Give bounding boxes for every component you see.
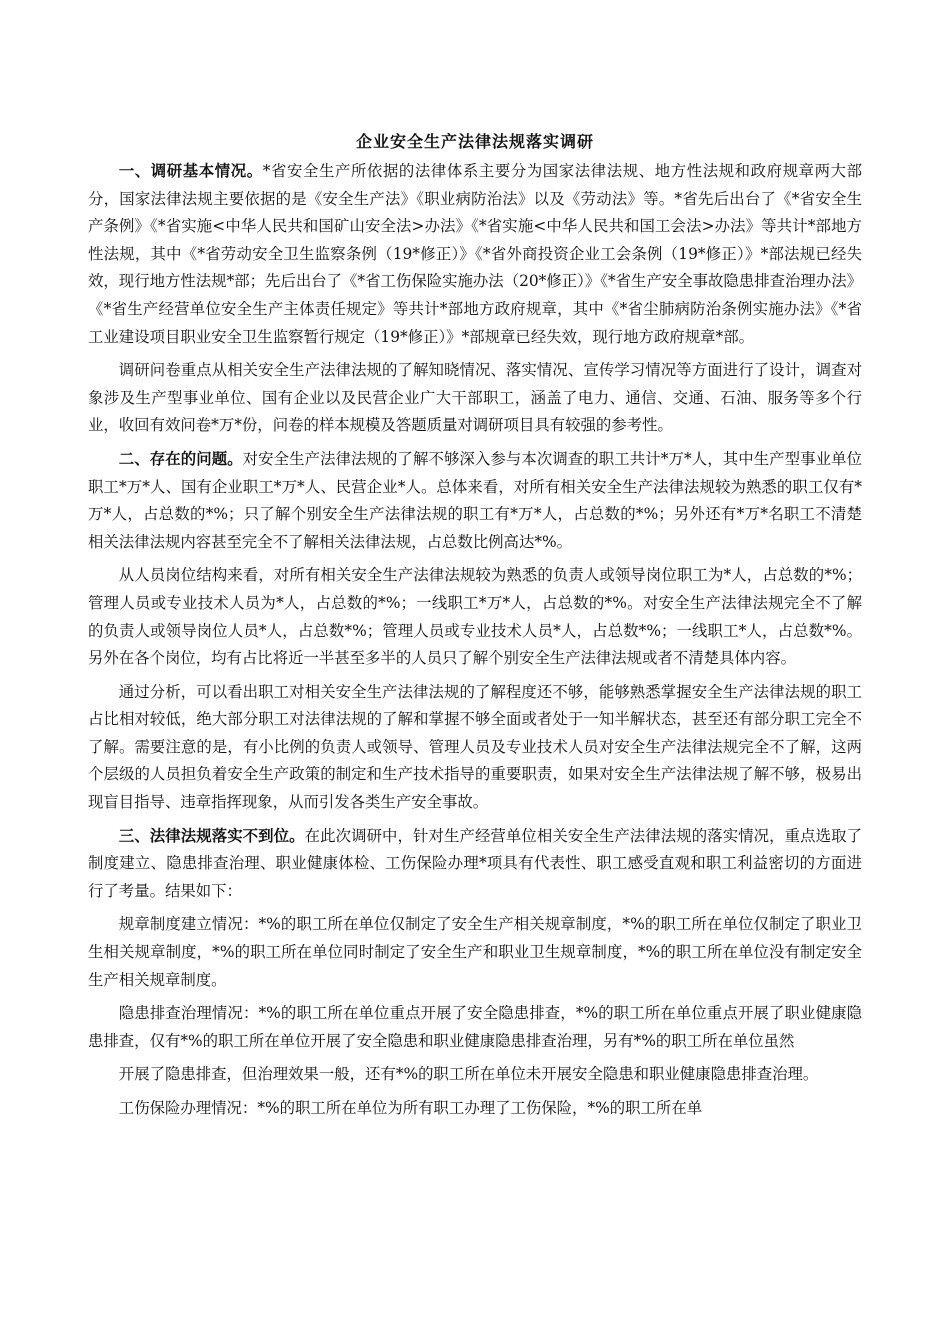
paragraph: [88, 679, 862, 817]
paragraph-text: 在此次调研中，针对生产经营单位相关安全生产法律法规的落实情况，重点选取了制度建立、隐患排查治理、职业健康体检、工伤保险办理*项具有代表性、职工感受直观和职工利益密切的方面进行了考量。结果如下：: [88, 826, 862, 900]
paragraph-text: 从人员岗位结构来看，对所有相关安全生产法律法规较为熟悉的负责人或领导岗位职工为*人，占总数的*%；管理人员或专业技术人员为*人，占总数的*%；一线职工*万*人，占总数的*%。对安全生产法律法规完全不了解的负责人或领导岗位人员*人，占总数*%；管理人员或专业技术人员*人，占总数*%；一线职工*人，占总数*%。另外在各个岗位，均有占比将近一半甚至多半的人员只了解个别安全生产法律法规或者不清楚具体内容。: [88, 566, 862, 668]
paragraph-text: 通过分析，可以看出职工对相关安全生产法律法规的了解程度还不够，能够熟悉掌握安全生产法律法规的职工占比相对较低，绝大部分职工对法律法规的了解和掌握不够全面或者处于一知半解状态，甚至还有部分职工完全不了解。需要注意的是，有小比例的负责人或领导、管理人员及专业技术人员对安全生产法律法规完全不了解，这两个层级的人员担负着安全生产政策的制定和生产技术指导的重要职责，如果对安全生产法律法规了解不够，极易出现盲目指导、违章指挥现象，从而引发各类生产安全事故。: [88, 682, 862, 812]
paragraph: [88, 357, 862, 440]
paragraph: [88, 823, 862, 906]
paragraph: [88, 1061, 862, 1089]
paragraph: [88, 562, 862, 672]
paragraph-text: 隐患排查治理情况：*%的职工所在单位重点开展了安全隐患排查，*%的职工所在单位重点开展了职业健康隐患排查，仅有*%的职工所在单位开展了安全隐患和职业健康隐患排查治理，另有*%的职工所在单位虽然: [88, 1004, 862, 1050]
paragraph: [88, 446, 862, 556]
paragraph: [88, 1095, 862, 1123]
paragraph-text: 调研问卷重点从相关安全生产法律法规的了解知晓情况、落实情况、宣传学习情况等方面进行了设计，调查对象涉及生产型事业单位、国有企业以及民营企业广大干部职工，涵盖了电力、通信、交通、石油、服务等多个行业，收回有效问卷*万*份，问卷的样本规模及答题质量对调研项目具有较强的参考性。: [88, 361, 862, 435]
paragraph-text: 开展了隐患排查，但治理效果一般，还有*%的职工所在单位未开展安全隐患和职业健康隐患排查治理。: [118, 1065, 819, 1084]
paragraph: [88, 911, 862, 994]
document-title: 企业安全生产法律法规落实调研: [355, 132, 594, 151]
paragraph-text: *省安全生产所依据的法律体系主要分为国家法律法规、地方性法规和政府规章两大部分，国家法律法规主要依据的是《安全生产法》《职业病防治法》以及《劳动法》等。*省先后出台了《*省安全生产条例》《*省实施<中华人民共和国矿山安全法>办法》《*省实施<中华人民共和国工会法>办法》等共计*部地方性法规，其中《*省劳动安全卫生监察条例（19*修正）》《*省外商投资企业工会条例（19*修正）》*部法规已经失效，现行地方性法规*部；先后出台了《*省工伤保险实施办法（20*修正）》《*省生产安全事故隐患排查治理办法》《*省生产经营单位安全生产主体责任规定》等共计*部地方政府规章，其中《*省尘肺病防治条例实施办法》《*省工业建设项目职业安全卫生监察暂行规定（19*修正）》*部规章已经失效，现行地方政府规章*部。: [88, 162, 862, 346]
section-heading: 一、调研基本情况。: [118, 162, 263, 180]
paragraph: [88, 158, 862, 351]
paragraph-text: 对安全生产法律法规的了解不够深入参与本次调查的职工共计*万*人，其中生产型事业单位职工*万*人、国有企业职工*万*人、民营企业*人。总体来看，对所有相关安全生产法律法规较为熟悉的职工仅有*万*人，占总数的*%；只了解个别安全生产法律法规的职工有*万*人，占总数的*%；另外还有*万*名职工不清楚相关法律法规内容甚至完全不了解相关法律法规，占总数比例高达*%。: [88, 449, 862, 551]
section-heading: 三、法律法规落实不到位。: [118, 826, 305, 845]
paragraph-text: 规章制度建立情况：*%的职工所在单位仅制定了安全生产相关规章制度，*%的职工所在单位仅制定了职业卫生相关规章制度，*%的职工所在单位同时制定了安全生产和职业卫生规章制度，*%的职工所在单位没有制定安全生产相关规章制度。: [88, 915, 862, 989]
paragraph: [88, 1000, 862, 1055]
section-heading: 二、存在的问题。: [118, 449, 243, 468]
paragraph-text: 工伤保险办理情况：*%的职工所在单位为所有职工办理了工伤保险，*%的职工所在单: [118, 1099, 703, 1117]
